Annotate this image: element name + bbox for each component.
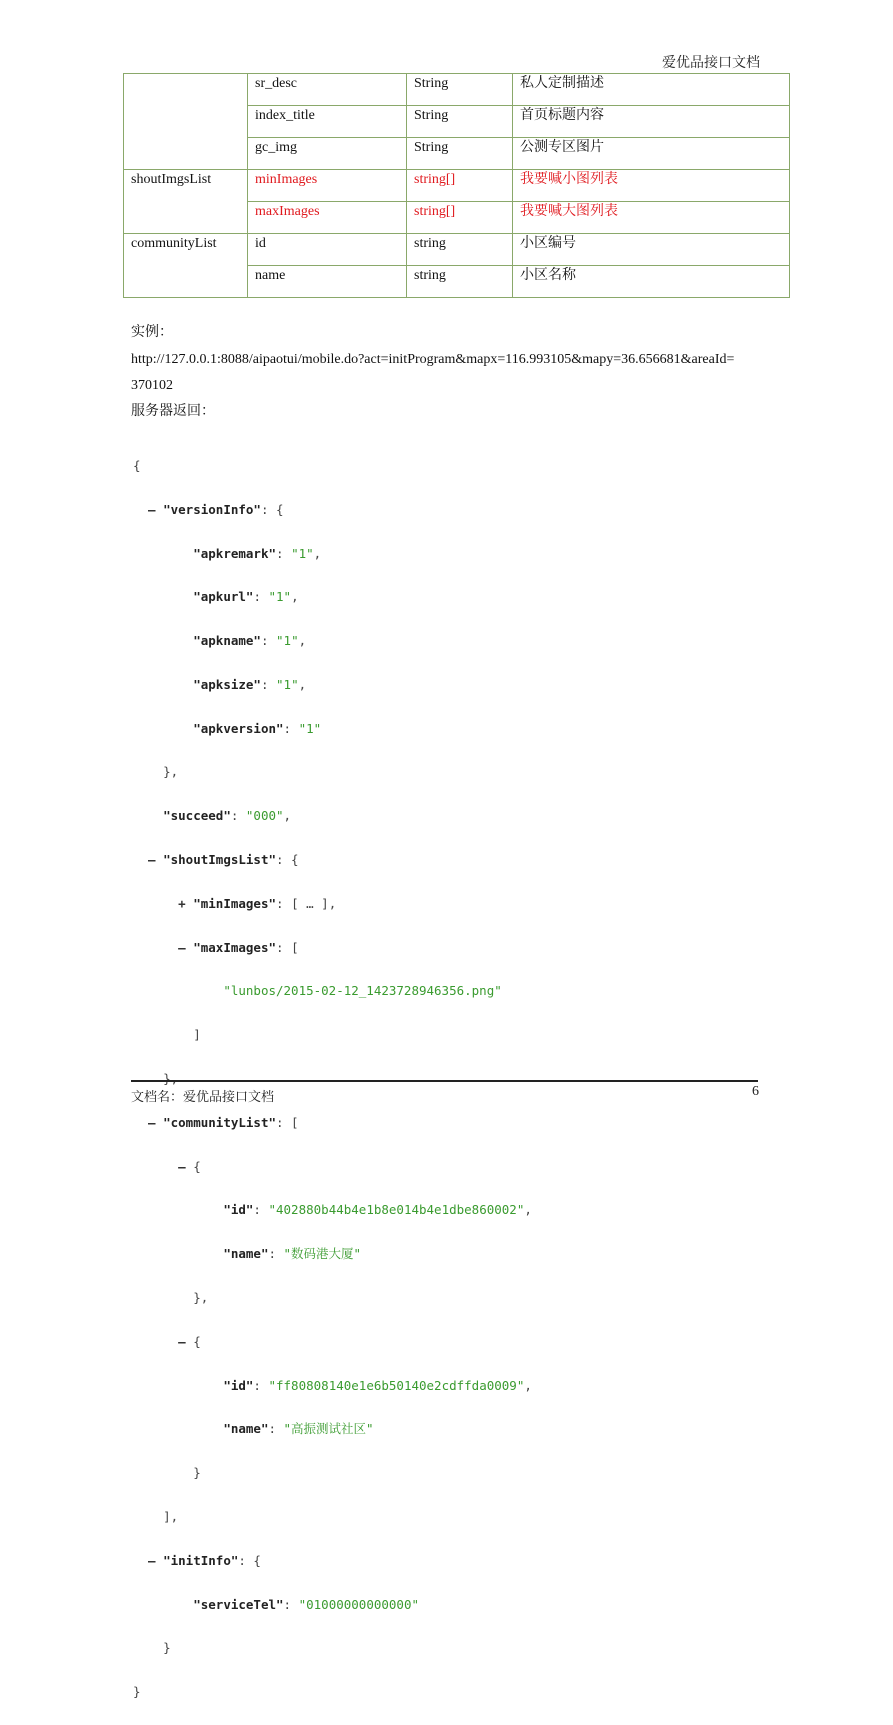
group-cell: shoutImgsList	[124, 170, 248, 234]
desc-cell: 公测专区图片	[513, 138, 790, 170]
field-cell: index_title	[248, 106, 407, 138]
desc-cell: 我要喊小图列表	[513, 170, 790, 202]
group-cell	[124, 74, 248, 170]
response-label: 服务器返回：	[131, 404, 215, 419]
footer-divider	[131, 1080, 758, 1082]
json-response-viewer: { – "versionInfo": { "apkremark": "1", "apkurl": "1", "apkname": "1", "apksize": "1", "apkversion": "1" }, "succeed": "000", – "shoutImgsList": { + "minImages": [ … ], – "maxImages": [ "lunbos/2015-02-12_1423728946356.png" ] }, – "communityList": [ – { "id": "402880b44b4e1b8e014b4e1dbe860002", "name": "数码港大厦" }, – { "id": "ff80808140e1e6b50140e2cdffda0009", "name": "高振测试社区" } ], – "initInfo": { "serviceTel": "01000000000000" } }	[133, 457, 532, 1700]
footer-doc-name: 文档名：爱优品接口文档	[131, 1089, 275, 1104]
collapse-toggle[interactable]: –	[133, 939, 194, 955]
type-cell: String	[407, 74, 513, 106]
example-url-line2: 370102	[131, 378, 173, 393]
collapse-toggle[interactable]: –	[133, 501, 164, 517]
desc-cell: 首页标题内容	[513, 106, 790, 138]
table-row	[124, 74, 790, 106]
collapse-toggle[interactable]: –	[133, 1333, 194, 1349]
type-cell: String	[407, 106, 513, 138]
field-cell: maxImages	[248, 202, 407, 234]
group-cell: communityList	[124, 234, 248, 298]
type-cell: String	[407, 138, 513, 170]
params-table	[123, 73, 790, 298]
table-row	[124, 234, 790, 266]
collapse-toggle[interactable]: –	[133, 852, 164, 868]
field-cell: name	[248, 266, 407, 298]
type-cell: string[]	[407, 202, 513, 234]
collapse-toggle[interactable]: –	[133, 1114, 164, 1130]
type-cell: string	[407, 234, 513, 266]
page-number: 6	[752, 1084, 759, 1099]
type-cell: string[]	[407, 170, 513, 202]
desc-cell: 我要喊大图列表	[513, 202, 790, 234]
field-cell: gc_img	[248, 138, 407, 170]
type-cell: string	[407, 266, 513, 298]
desc-cell: 私人定制描述	[513, 74, 790, 106]
desc-cell: 小区编号	[513, 234, 790, 266]
collapse-toggle[interactable]: –	[133, 1158, 194, 1174]
example-label: 实例：	[131, 325, 173, 340]
desc-cell: 小区名称	[513, 266, 790, 298]
table-row	[124, 170, 790, 202]
header-title: 爱优品接口文档	[662, 56, 760, 71]
field-cell: sr_desc	[248, 74, 407, 106]
field-cell: minImages	[248, 170, 407, 202]
collapse-toggle[interactable]: –	[133, 1552, 164, 1568]
expand-toggle[interactable]: +	[133, 895, 194, 911]
field-cell: id	[248, 234, 407, 266]
example-url-line1: http://127.0.0.1:8088/aipaotui/mobile.do?act=initProgram&mapx=116.993105&mapy=36.656681&areaId=	[131, 352, 735, 367]
